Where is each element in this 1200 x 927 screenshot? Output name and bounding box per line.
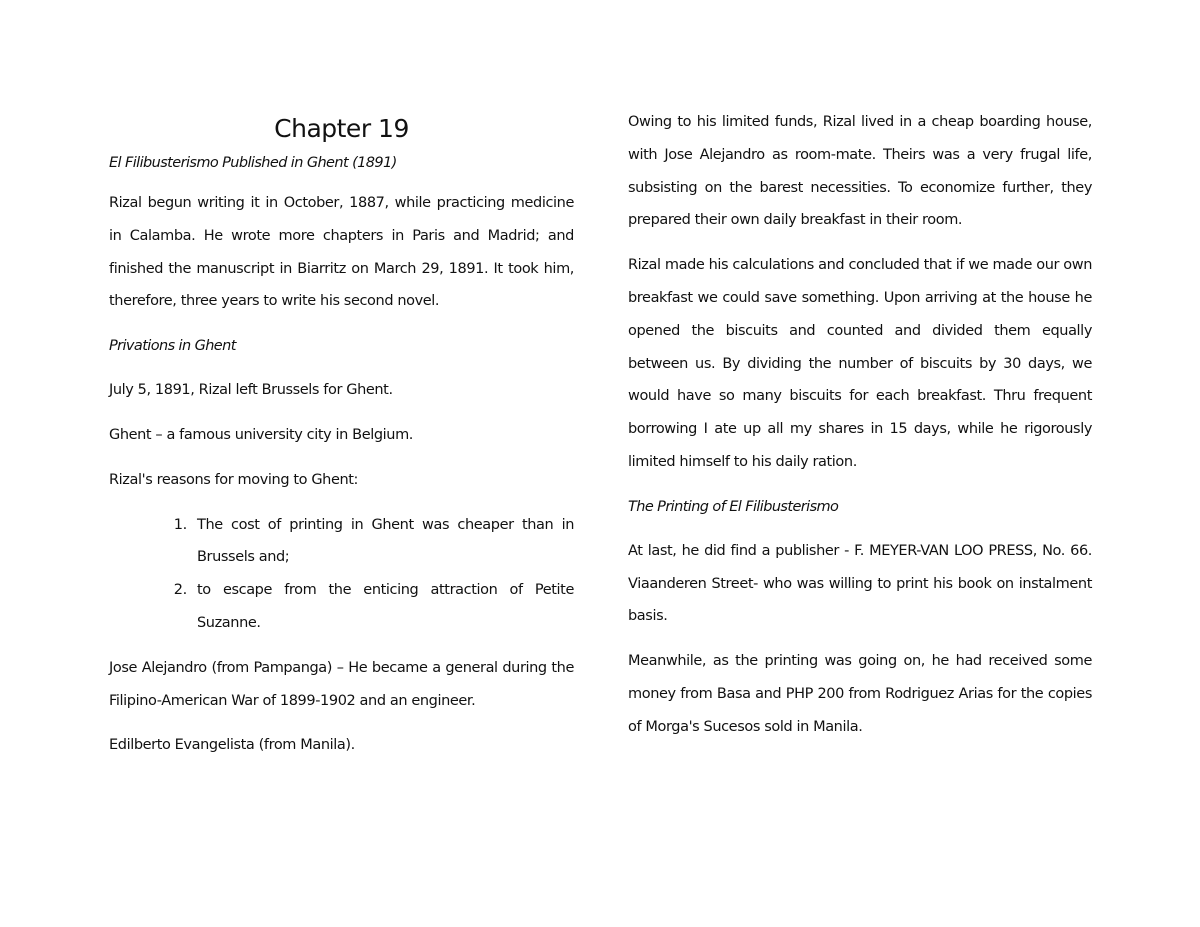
list-item: 1. The cost of printing in Ghent was cheaper than in Brussels and; (191, 509, 574, 575)
paragraph-ghent-definition: Ghent – a famous university city in Belgium. (109, 426, 414, 443)
list-item: 2. to escape from the enticing attraction of Petite Suzanne. (191, 574, 574, 640)
paragraph-writing-history: Rizal begun writing it in October, 1887, while practicing medicine in Calamba. He wrote more chapters in Paris and Madrid; and finished the manuscript in Biarritz on March 29, 1891. It took him, therefore, three years to write his second novel. (109, 195, 574, 310)
left-column (109, 105, 574, 774)
heading-printing: The Printing of El Filibusterismo (628, 498, 839, 515)
chapter-title: Chapter 19 (274, 114, 409, 143)
paragraph-publisher: At last, he did find a publisher - F. MEYER-VAN LOO PRESS, No. 66. Viaanderen Street- who was willing to print his book on instalment basis. (628, 542, 1092, 625)
paragraph-reasons-intro: Rizal's reasons for moving to Ghent: (109, 471, 359, 488)
paragraph-breakfast-calculation: Rizal made his calculations and concluded that if we made our own breakfast we could save something. Upon arriving at the house he opened the biscuits and counted and divided them equally between us. By dividing the number of biscuits by 30 days, we would have so many biscuits for each breakfast. Thru frequent borrowing I ate up all my shares in 15 days, while he rigorously limited himself to his daily ration. (628, 257, 1092, 470)
paragraph-jose-alejandro: Jose Alejandro (from Pampanga) – He became a general during the Filipino-American War of 1899-1902 and an engineer. (109, 659, 574, 709)
heading-privations: Privations in Ghent (109, 338, 236, 355)
paragraph-left-brussels: July 5, 1891, Rizal left Brussels for Ghent. (109, 382, 393, 399)
paragraph-funding: Meanwhile, as the printing was going on, he had received some money from Basa and PHP 200 from Rodriguez Arias for the copies of Morga's Sucesos sold in Manila. (628, 653, 1092, 735)
paragraph-edilberto: Edilberto Evangelista (from Manila). (109, 737, 355, 754)
paragraph-boarding-house: Owing to his limited funds, Rizal lived in a cheap boarding house, with Jose Alejandro as room-mate. Theirs was a very frugal life, subsisting on the barest necessities. To economize further, they prepared their own daily breakfast in their room. (628, 114, 1092, 229)
chapter-subtitle: El Filibusterismo Published in Ghent (1891) (109, 155, 397, 171)
reasons-list (109, 509, 574, 640)
right-column (628, 106, 1092, 756)
